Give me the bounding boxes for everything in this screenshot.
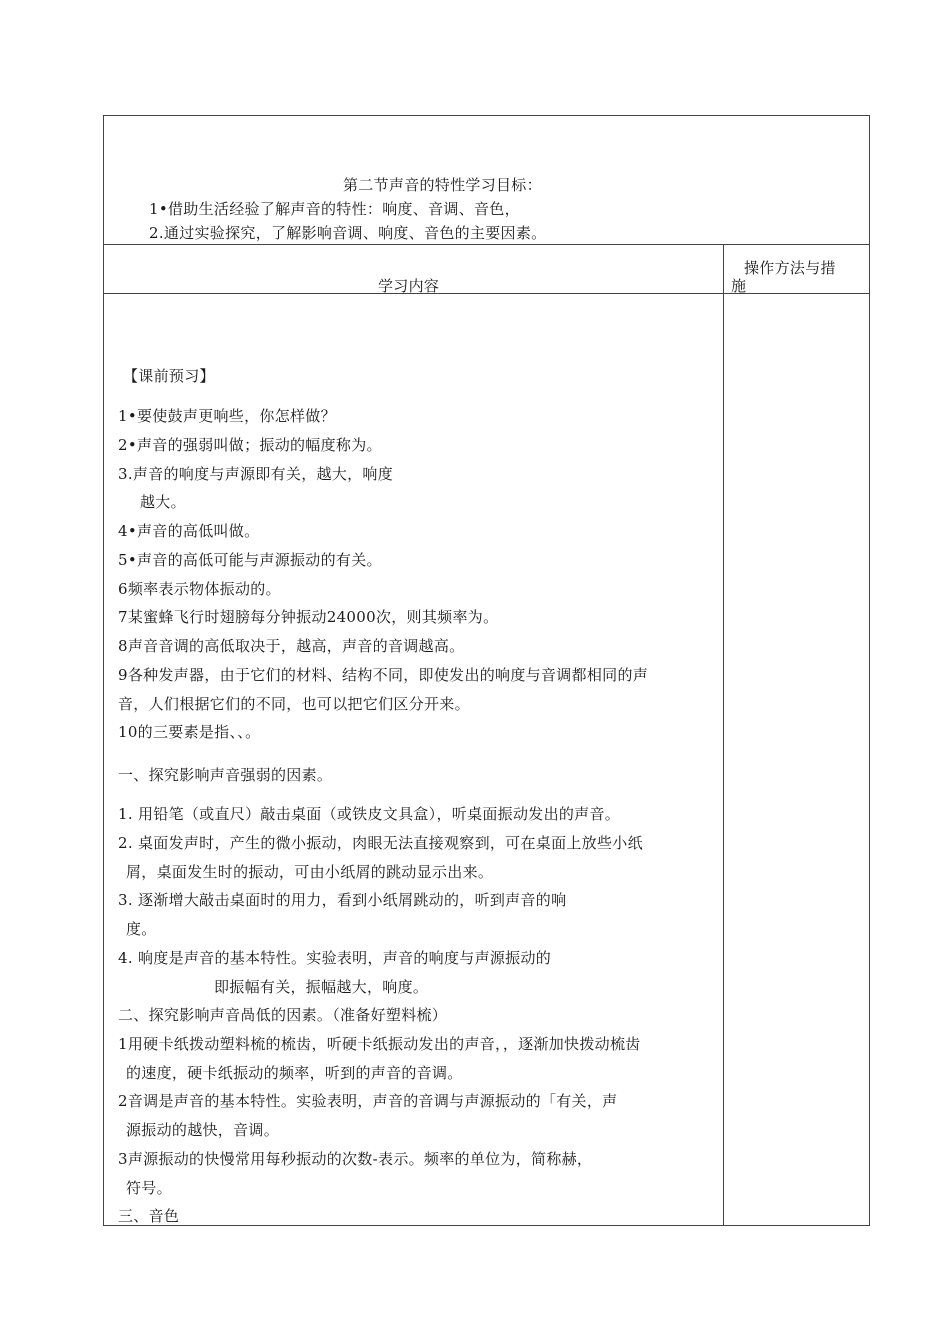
body-line: 10的三要素是指、、。: [118, 723, 261, 741]
body-line: 越大。: [140, 493, 186, 511]
body-line: 一、探究影响声音强弱的因素。: [118, 766, 333, 784]
body-line: 3.声音的响度与声源即有关，越大，响度: [118, 465, 394, 483]
body-line: 二、探究影响声音咼低的因素。（准备好塑料梳）: [118, 1006, 448, 1024]
body-line: 1•要使鼓声更响些，你怎样做？: [118, 407, 336, 425]
body-line: 即振幅有关，振幅越大，响度。: [214, 978, 429, 996]
lesson-title: 第二节声音的特性学习目标：: [343, 176, 542, 194]
column-header-method: 操作方法与措: [744, 259, 836, 277]
goal-item: 2.通过实验探究，了解影响音调、响度、音色的主要因素。: [149, 224, 547, 242]
body-line: 4•声音的高低叫做。: [118, 522, 260, 540]
body-line: 1用硬卡纸拨动塑料梳的梳齿，听硬卡纸振动发出的声音，，逐渐加快拨动梳齿: [118, 1035, 641, 1053]
body-line: 度。: [126, 920, 157, 938]
body-line: 8声音音调的高低取决于，越高，声音的音调越高。: [118, 637, 465, 655]
body-line: 音，人们根据它们的不同，也可以把它们区分开来。: [118, 695, 470, 713]
column-divider: [723, 244, 724, 1225]
column-header-content: 学习内容: [378, 277, 440, 295]
body-line: 2•声音的强弱叫做；振动的幅度称为。: [118, 436, 382, 454]
section-heading: 【课前预习】: [123, 367, 215, 385]
body-line: 符号。: [126, 1179, 172, 1197]
body-line: 2. 桌面发声时，产生的微小振动，肉眼无法直接观察到，可在桌面上放些小纸: [118, 834, 643, 852]
column-header-method-cont: 施: [731, 277, 747, 295]
body-line: 屑，桌面发生时的振动，可由小纸屑的跳动显示出来。: [126, 863, 494, 881]
body-line: 9各种发声器，由于它们的材料、结构不同，即使发出的响度与音调都相同的声: [118, 666, 649, 684]
body-line: 源振动的越快，音调。: [126, 1121, 280, 1139]
body-line: 三、音色: [118, 1207, 180, 1225]
body-line: 3. 逐渐增大敲击桌面时的用力，看到小纸屑跳动的，听到声音的响: [118, 891, 567, 909]
body-line: 6频率表示物体振动的。: [118, 580, 281, 598]
body-line: 1. 用铅笔（或直尺）敲击桌面（或铁皮文具盒），听桌面振动发出的声音。: [118, 805, 621, 823]
goal-item: 1•借助生活经验了解声音的特性：响度、音调、音色，: [149, 200, 520, 218]
body-line: 4. 响度是声音的基本特性。实验表明，声音的响度与声源振动的: [118, 949, 552, 967]
body-line: 2音调是声音的基本特性。实验表明，声音的音调与声源振动的「有关，声: [118, 1092, 618, 1110]
body-line: 5•声音的高低可能与声源振动的有关。: [118, 551, 382, 569]
body-line: 的速度，硬卡纸振动的频率，听到的声音的音调。: [126, 1064, 463, 1082]
body-line: 7某蜜蜂飞行时翅膀每分钟振动24000次，则其频率为。: [118, 608, 499, 626]
body-line: 3声源振动的快慢常用每秒振动的次数-表示。频率的单位为，简称赫，: [118, 1150, 593, 1168]
